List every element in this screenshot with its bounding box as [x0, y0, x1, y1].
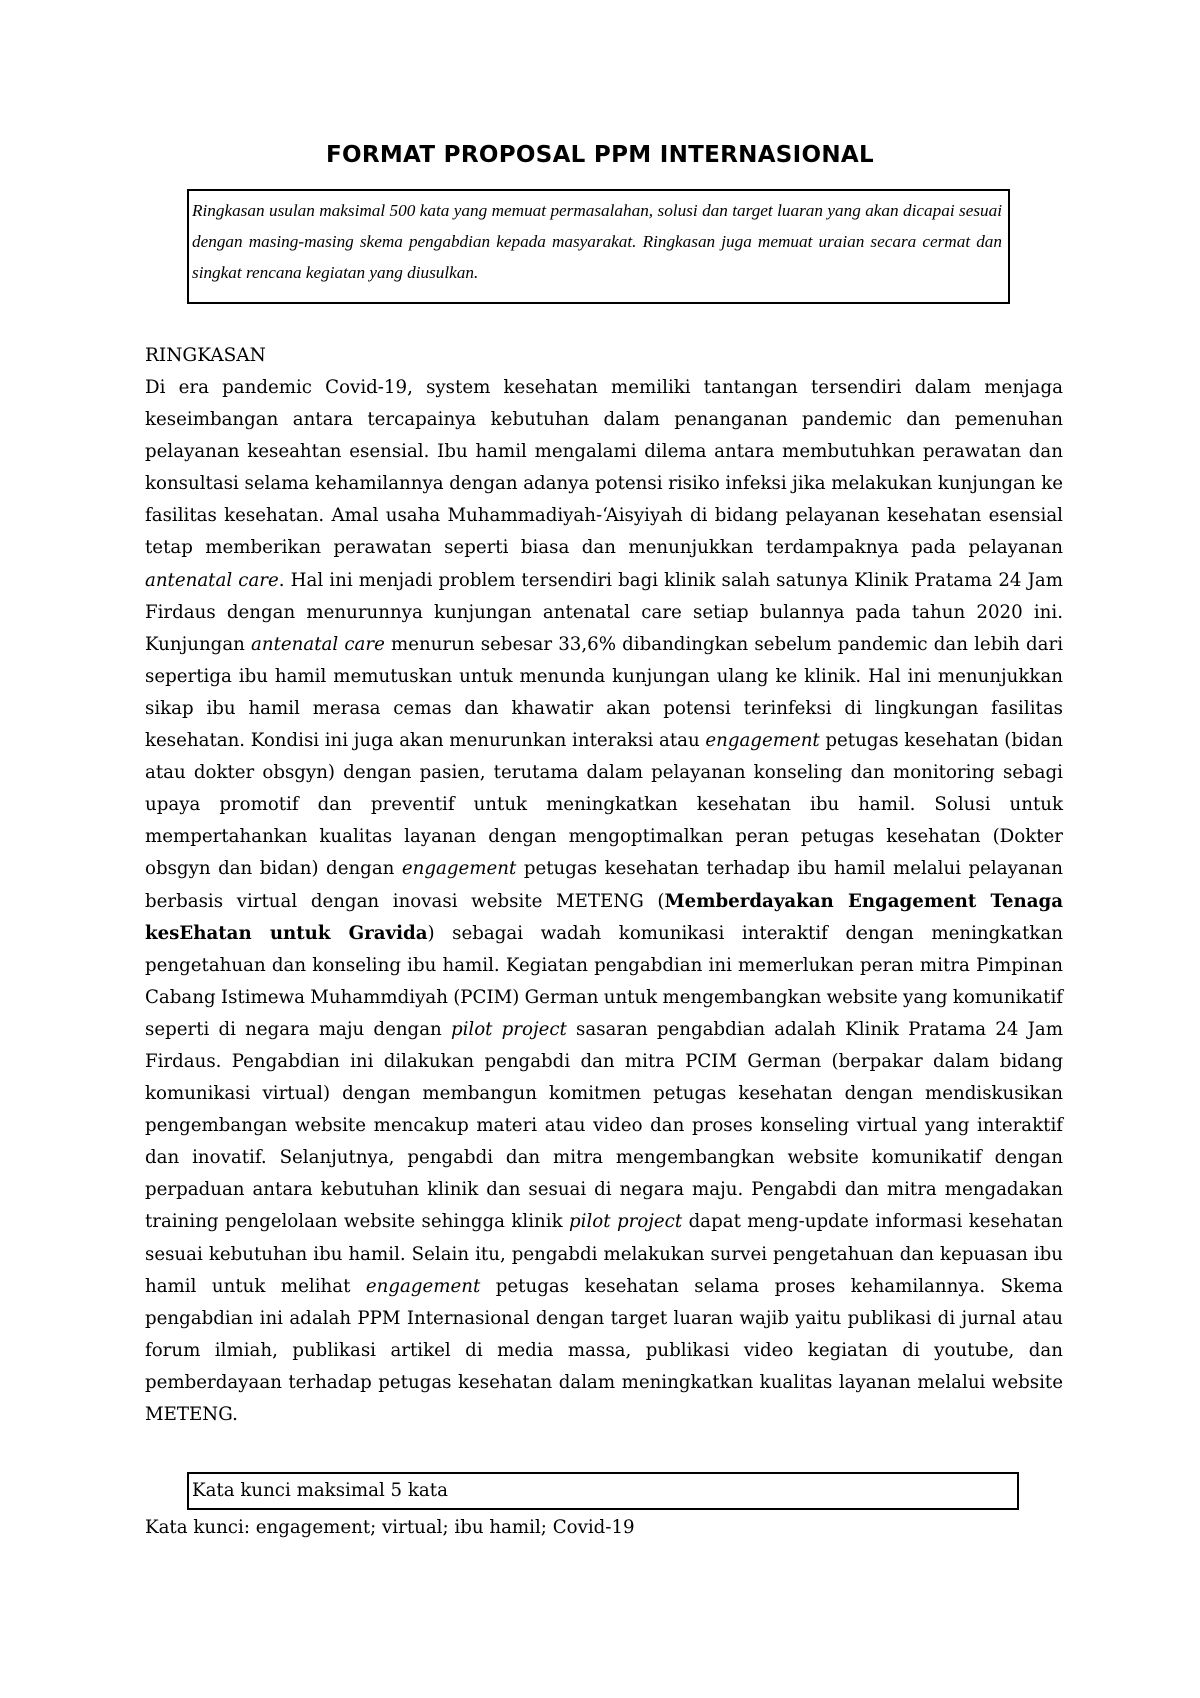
abstract-text: petugas kesehatan selama proses kehamilannya. Skema pengabdian ini adalah PPM Internasional dengan target luaran wajib yaitu publikasi di jurnal atau forum ilmiah, publikasi artikel di media massa, publikasi video kegiatan di youtube, dan pemberdayaan terhadap petugas kesehatan dalam meningkatkan kualitas layanan melalui website METENG.	[145, 1275, 1064, 1425]
italic-term: antenatal care	[145, 569, 279, 591]
abstract-text: menurun sebesar 33,6% dibandingkan sebelum pandemic dan lebih dari sepertiga ibu hamil memutuskan untuk menunda kunjungan ulang ke klinik. Hal ini menunjukkan sikap ibu hamil merasa cemas dan khawatir akan potensi terinfeksi di lingkungan fasilitas kesehatan. Kondisi ini juga akan menurunkan interaksi atau	[145, 633, 1064, 752]
abstract-text: ) sebagai wadah komunikasi interaktif dengan meningkatkan pengetahuan dan konseling ibu hamil. Kegiatan pengabdian ini memerlukan peran mitra Pimpinan Cabang Istimewa Muhammdiyah (PCIM) German untuk mengembangkan website yang komunikatif seperti di negara maju dengan	[145, 922, 1063, 1040]
abstract-text: petugas kesehatan terhadap ibu hamil melalui pelayanan berbasis virtual dengan inovasi website METENG (	[145, 858, 1063, 912]
italic-term: antenatal care	[251, 633, 385, 655]
abstract-text: . Hal ini menjadi problem tersendiri bagi klinik salah satunya Klinik Pratama 24 Jam Firdaus dengan menurunnya kunjungan antenatal care setiap bulannya pada tahun 2020 ini. Kunjungan	[145, 569, 1063, 655]
abstract-paragraph	[145, 372, 1063, 1431]
keyword-instruction-box: Kata kunci maksimal 5 kata	[187, 1472, 1019, 1510]
section-heading: RINGKASAN	[145, 345, 266, 366]
abstract-text: Di era pandemic Covid-19, system kesehatan memiliki tantangan tersendiri dalam menjaga keseimbangan antara tercapainya kebutuhan dalam penanganan pandemic dan pemenuhan pelayanan keseahtan esensial. Ibu hamil mengalami dilema antara membutuhkan perawatan dan konsultasi selama kehamilannya dengan adanya potensi risiko infeksi jika melakukan kunjungan ke fasilitas kesehatan. Amal usaha Muhammadiyah-‘Aisyiyah di bidang pelayanan kesehatan esensial tetap memberikan perawatan seperti biasa dan menunjukkan terdampaknya pada pelayanan	[145, 377, 1063, 559]
italic-term: pilot project	[450, 1018, 567, 1040]
document-title: FORMAT PROPOSAL PPM INTERNASIONAL	[326, 142, 874, 168]
keywords-line: Kata kunci: engagement; virtual; ibu hamil; Covid-19	[145, 1517, 635, 1538]
italic-term: engagement	[365, 1275, 481, 1297]
italic-term: engagement	[705, 730, 820, 752]
italic-term: engagement	[401, 858, 517, 880]
abstract-text: dapat meng-update informasi kesehatan sesuai kebutuhan ibu hamil. Selain itu, pengabdi melakukan survei pengetahuan dan kepuasan ibu hamil untuk melihat	[145, 1211, 1063, 1297]
bold-acronym-expansion: Memberdayakan Engagement Tenaga kesEhatan untuk Gravida	[145, 890, 1064, 944]
italic-term: pilot project	[569, 1211, 683, 1233]
abstract-text: petugas kesehatan (bidan atau dokter obsgyn) dengan pasien, terutama dalam pelayanan konseling dan monitoring sebagi upaya promotif dan preventif untuk meningkatkan kesehatan ibu hamil. Solusi untuk mempertahankan kualitas layanan dengan mengoptimalkan peran petugas kesehatan (Dokter obsgyn dan bidan) dengan	[145, 730, 1063, 880]
instruction-box: Ringkasan usulan maksimal 500 kata yang memuat permasalahan, solusi dan target luaran yang akan dicapai sesuai dengan masing-masing skema pengabdian kepada masyarakat. Ringkasan juga memuat uraian secara cermat dan singkat rencana kegiatan yang diusulkan.	[187, 189, 1010, 304]
abstract-text: sasaran pengabdian adalah Klinik Pratama 24 Jam Firdaus. Pengabdian ini dilakukan pengabdi dan mitra PCIM German (berpakar dalam bidang komunikasi virtual) dengan membangun komitmen petugas kesehatan dengan mendiskusikan pengembangan website mencakup materi atau video dan proses konseling virtual yang interaktif dan inovatif. Selanjutnya, pengabdi dan mitra mengembangkan website komunikatif dengan perpaduan antara kebutuhan klinik dan sesuai di negara maju. Pengabdi dan mitra mengadakan training pengelolaan website sehingga klinik	[145, 1018, 1063, 1233]
